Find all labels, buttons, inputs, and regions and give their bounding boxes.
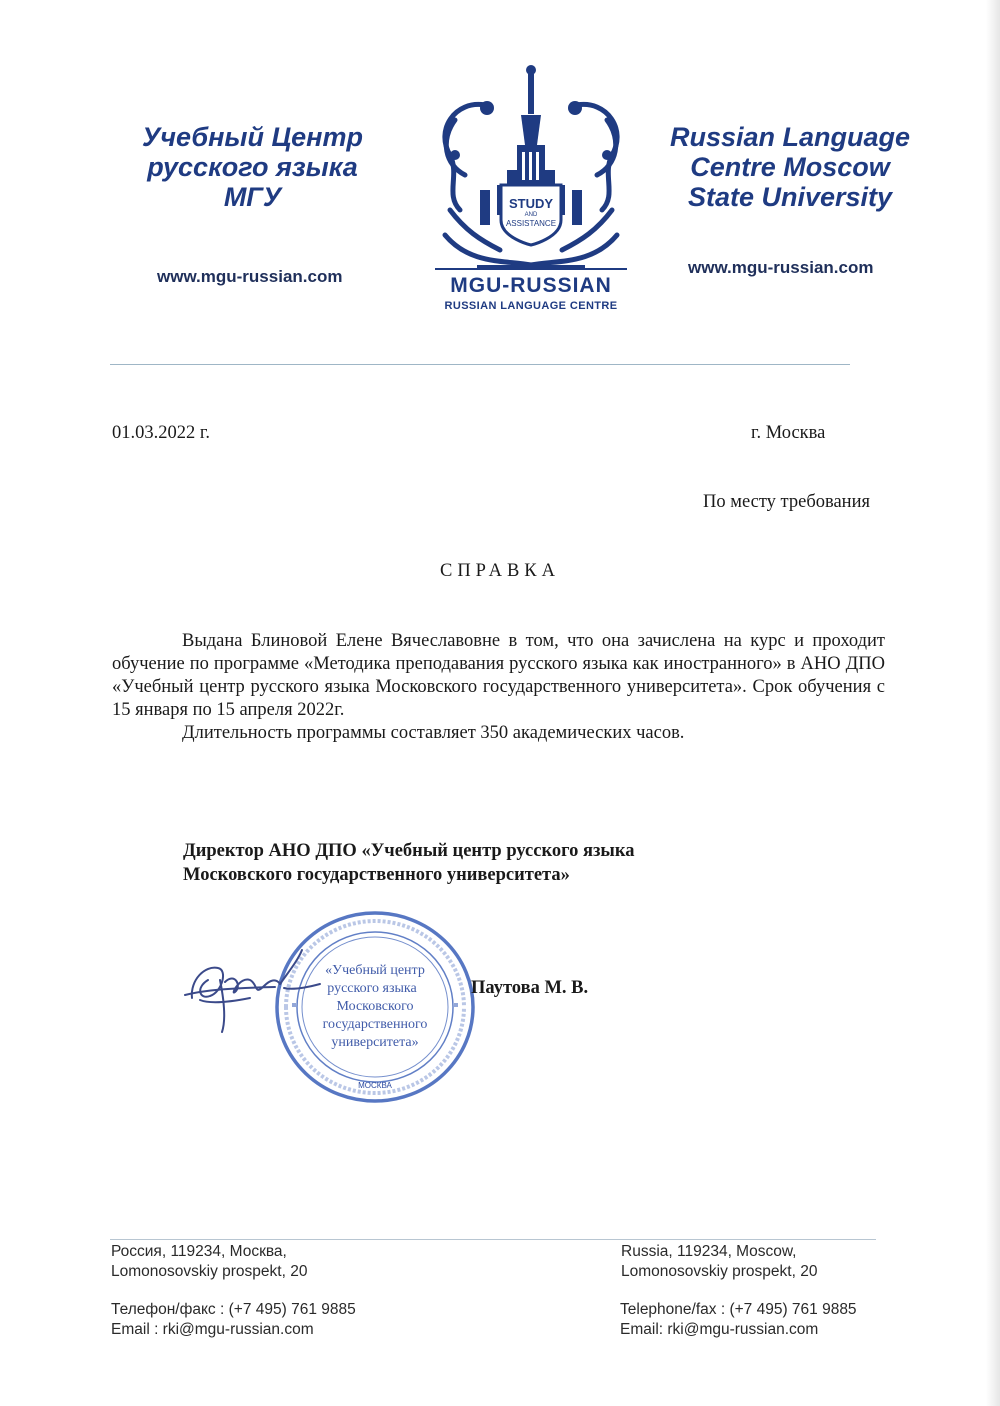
letter-body [112, 630, 885, 745]
header-right-url[interactable]: www.mgu-russian.com [688, 258, 874, 277]
header-divider [110, 364, 850, 365]
header-left-line-1: Учебный Центр [142, 122, 363, 152]
logo-subtitle: RUSSIAN LANGUAGE CENTRE [444, 300, 618, 312]
logo-title: MGU-RUSSIAN [450, 274, 612, 297]
stamp-line-2: русского языка [327, 981, 417, 996]
footer-address-ru-line-1: Россия, 119234, Москва, [111, 1243, 287, 1260]
letter-paragraph-2: Длительность программы составляет 350 академических часов. [182, 723, 685, 743]
logo-badge-bottom: ASSISTANCE [505, 219, 557, 228]
footer-address-en [621, 1242, 817, 1282]
header-left-url[interactable]: www.mgu-russian.com [157, 267, 343, 286]
letter-recipient: По месту требования [703, 492, 870, 512]
footer-contact-en [620, 1300, 857, 1340]
signer-name: Паутова М. В. [471, 978, 589, 998]
footer-divider [110, 1239, 876, 1240]
footer-address-en-line-1: Russia, 119234, Moscow, [621, 1243, 797, 1260]
logo-badge-mid: AND [524, 212, 538, 218]
footer-address-en-line-2: Lomonosovskiy prospekt, 20 [621, 1263, 818, 1280]
director-line-2: Московского государственного университета» [183, 865, 570, 885]
stamp-bottom-text: МОСКВА [358, 1081, 392, 1090]
footer-phone-ru: Телефон/факс : (+7 495) 761 9885 [111, 1301, 356, 1318]
letter-paragraph-1: Выдана Блиновой Елене Вячеславовне в том, что она зачислена на курс и проходит обучение по программе «Методика преподавания русского языка как иностранного» в АНО ДПО «Учебный центр русского языка Московского государственного университета». Срок обучения с 15 января по 15 апреля 2022г. [112, 631, 885, 720]
header-left-line-3: МГУ [223, 182, 282, 212]
stamp-line-4: государственного [322, 1017, 428, 1032]
page-edge-shadow [986, 0, 1000, 1406]
footer-contact-ru [111, 1300, 356, 1340]
stamp-line-1: «Учебный центр [325, 963, 425, 978]
footer-address-ru-line-2: Lomonosovskiy prospekt, 20 [111, 1263, 308, 1280]
stamp-line-5: университета» [331, 1035, 419, 1050]
header-left-line-2: русского языка [147, 152, 358, 182]
director-title [183, 839, 743, 887]
letter-city: г. Москва [751, 423, 826, 443]
footer-address-ru [111, 1242, 307, 1282]
letter-title: СПРАВКА [439, 561, 561, 581]
letter-date: 01.03.2022 г. [112, 423, 211, 443]
header-right-title [660, 122, 920, 212]
footer-phone-en: Telephone/fax : (+7 495) 761 9885 [620, 1301, 857, 1318]
stamp-line-3: Московского [336, 999, 414, 1014]
director-line-1: Директор АНО ДПО «Учебный центр русского языка [183, 841, 635, 861]
footer-email-en[interactable]: Email: rki@mgu-russian.com [620, 1321, 819, 1338]
header-right-line-3: State University [687, 182, 893, 212]
header-right-line-2: Centre Moscow [690, 152, 890, 182]
footer-email-ru[interactable]: Email : rki@mgu-russian.com [111, 1321, 314, 1338]
header-left-title [130, 122, 375, 212]
handwritten-signature [180, 940, 330, 1040]
header-right-line-1: Russian Language [669, 122, 911, 152]
logo-badge-top: STUDY [508, 196, 554, 211]
